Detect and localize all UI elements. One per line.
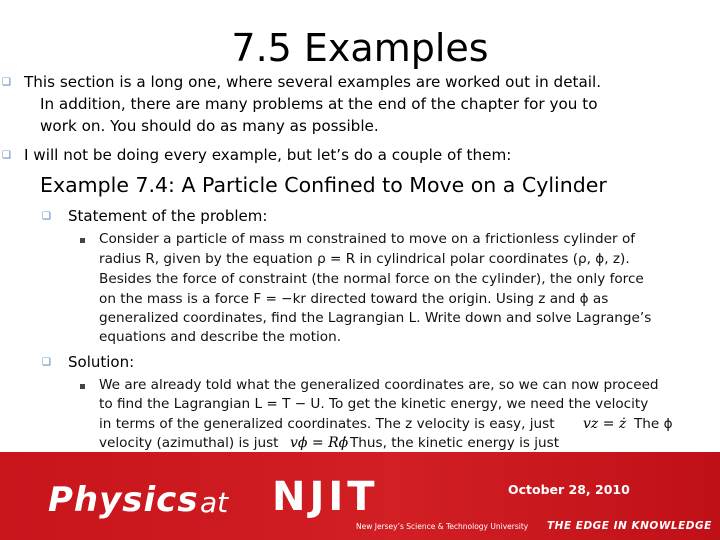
bullet-box-icon: ❑ [42,211,51,222]
statement-line: generalized coordinates, find the Lagrangian L. Write down and solve Lagrange’s [99,310,652,326]
slide-title: 7.5 Examples [231,26,489,70]
slide-date: October 28, 2010 [508,482,630,497]
example-heading: Example 7.4: A Particle Confined to Move on a Cylinder [40,173,607,197]
footer-physics: Physics [48,480,199,520]
bullet-box-icon: ❑ [2,150,11,161]
solution-label: Solution: [68,353,135,371]
footer-at: at [200,486,229,519]
sub-bullet-icon [80,238,85,243]
statement-line: Besides the force of constraint (the normal force on the cylinder), the only force [99,271,644,287]
statement-line: on the mass is a force F = −kr directed toward the origin. Using z and ϕ as [99,291,609,307]
solution-line: velocity (azimuthal) is just [99,435,279,451]
equation-vz: vz = ż [583,416,627,432]
equation-vphi: vϕ = Rϕ̇ [290,435,349,451]
solution-line: in terms of the generalized coordinates. The z velocity is easy, just [99,416,555,432]
statement-line: radius R, given by the equation ρ = R in cylindrical polar coordinates (ρ, ϕ, z). [99,251,630,267]
bullet-line: In addition, there are many problems at the end of the chapter for you to [40,95,598,113]
bullet-line: I will not be doing every example, but let’s do a couple of them: [24,146,512,164]
statement-label: Statement of the problem: [68,207,268,225]
statement-line: Consider a particle of mass m constrained to move on a frictionless cylinder of [99,231,636,247]
solution-line: Thus, the kinetic energy is just [350,435,560,451]
footer-university: New Jersey’s Science & Technology University [356,522,529,531]
phi-label: The ϕ [634,416,673,432]
bullet-line: This section is a long one, where several examples are worked out in detail. [24,73,602,91]
bullet-line: work on. You should do as many as possible. [40,117,379,135]
statement-line: equations and describe the motion. [99,329,342,345]
sub-bullet-icon [80,384,85,389]
solution-line: We are already told what the generalized coordinates are, so we can now proceed [99,377,659,393]
footer-tagline: THE EDGE IN KNOWLEDGE [547,520,712,532]
bullet-box-icon: ❑ [42,357,51,368]
bullet-box-icon: ❑ [2,77,11,88]
solution-line: to find the Lagrangian L = T − U. To get the kinetic energy, we need the velocity [99,396,649,412]
footer-njit-logo: NJIT [272,474,379,520]
